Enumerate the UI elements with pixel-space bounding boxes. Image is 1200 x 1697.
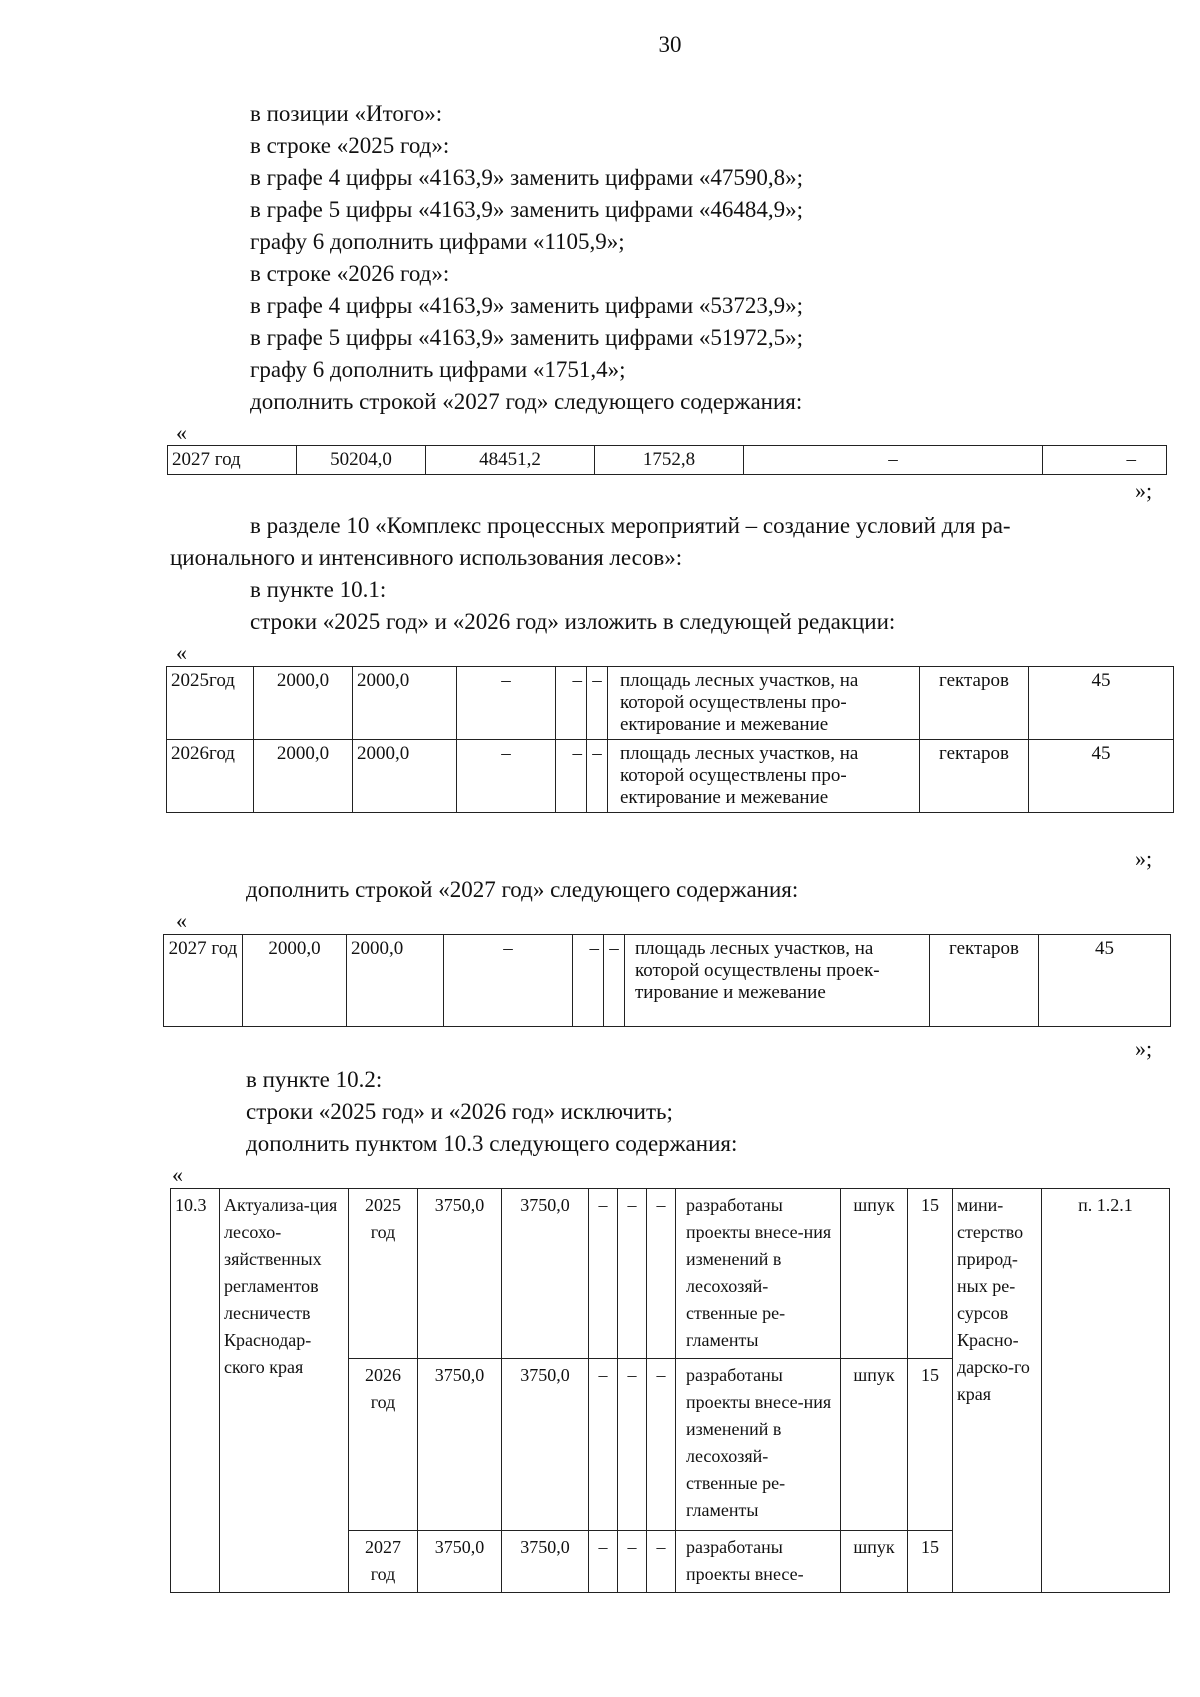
- indicator-cell: площадь лесных участков, на которой осуществлены проек-тирование и межевание: [625, 935, 930, 1027]
- dash-cell: –: [618, 1359, 647, 1531]
- table-row: [171, 1189, 1170, 1359]
- table-10-3: [170, 1188, 1170, 1593]
- value-cell: 2000,0: [347, 935, 444, 1027]
- table-row: [164, 935, 1171, 1027]
- dash-cell: –: [573, 935, 604, 1027]
- value-cell: 2000,0: [353, 740, 457, 813]
- open-quote: «: [176, 908, 187, 933]
- dash-cell: –: [618, 1189, 647, 1359]
- add-2027-paragraph: [246, 874, 798, 906]
- year-cell: 2026год: [167, 740, 254, 813]
- year-cell: 2027 год: [168, 446, 297, 475]
- dash-cell: –: [604, 935, 625, 1027]
- intro-line: графу 6 дополнить цифрами «1751,4»;: [250, 357, 626, 382]
- year-cell: 2027 год: [349, 1531, 418, 1593]
- value-cell: 3750,0: [502, 1531, 589, 1593]
- value-cell: 45: [1029, 667, 1174, 740]
- value-cell: 3750,0: [502, 1359, 589, 1531]
- value-cell: 2000,0: [254, 740, 353, 813]
- value-cell: 3750,0: [418, 1359, 502, 1531]
- dash-cell: –: [618, 1531, 647, 1593]
- intro-line: в графе 4 цифры «4163,9» заменить цифрами «53723,9»;: [250, 293, 804, 318]
- result-cell: разработаны проекты внесе-ния изменений в лесохозяй-ственные ре-гламенты: [676, 1189, 841, 1359]
- section10-paragraph: [170, 510, 1150, 638]
- total-cell: 50204,0: [297, 446, 426, 475]
- value-cell: 2000,0: [243, 935, 347, 1027]
- dash-cell: –: [647, 1531, 676, 1593]
- table-row: [168, 446, 1167, 475]
- reference-cell: п. 1.2.1: [1042, 1189, 1170, 1593]
- open-quote: «: [176, 420, 187, 445]
- responsible-cell: мини-стерство природ-ных ре-сурсов Красно-дарско-го края: [953, 1189, 1042, 1593]
- unit-cell: шпук: [841, 1189, 908, 1359]
- close-quote: »;: [1135, 478, 1153, 503]
- year-cell: 2025год: [167, 667, 254, 740]
- qty-cell: 15: [908, 1189, 953, 1359]
- federal-cell: 1752,8: [595, 446, 744, 475]
- text-line: в пункте 10.1:: [250, 577, 387, 602]
- dash-cell: –: [744, 446, 1043, 475]
- indicator-cell: площадь лесных участков, на которой осуществлены про-ектирование и межевание: [608, 740, 920, 813]
- value-cell: 3750,0: [502, 1189, 589, 1359]
- intro-line: в графе 5 цифры «4163,9» заменить цифрами «51972,5»;: [250, 325, 804, 350]
- year-cell: 2025 год: [349, 1189, 418, 1359]
- text-line: в пункте 10.2:: [246, 1067, 383, 1092]
- dash-cell: –: [647, 1189, 676, 1359]
- dash-cell: –: [1043, 446, 1167, 475]
- dash-cell: –: [587, 740, 608, 813]
- result-cell: разработаны проекты внесе-: [676, 1531, 841, 1593]
- close-quote: »;: [1135, 1036, 1153, 1061]
- value-cell: 45: [1039, 935, 1171, 1027]
- intro-line: графу 6 дополнить цифрами «1105,9»;: [250, 229, 625, 254]
- value-cell: 2000,0: [353, 667, 457, 740]
- table-row: [167, 740, 1174, 813]
- open-quote: «: [176, 640, 187, 665]
- item-name-cell: Актуализа-ция лесохо-зяйственных регламентов лесничеств Краснодар-ского края: [220, 1189, 349, 1593]
- close-quote: »;: [1135, 846, 1153, 871]
- dash-cell: –: [589, 1531, 618, 1593]
- table-10-1: [166, 666, 1174, 813]
- intro-paragraph: [250, 98, 803, 418]
- value-cell: 2000,0: [254, 667, 353, 740]
- text-line: ционального и интенсивного использования лесов»:: [170, 545, 683, 570]
- text-line: строки «2025 год» и «2026 год» изложить в следующей редакции:: [250, 609, 896, 634]
- open-quote: «: [172, 1162, 183, 1187]
- item-number-cell: 10.3: [171, 1189, 220, 1593]
- text-line: дополнить пунктом 10.3 следующего содержания:: [246, 1131, 738, 1156]
- value-cell: 45: [1029, 740, 1174, 813]
- dash-cell: –: [556, 667, 587, 740]
- value-cell: 3750,0: [418, 1531, 502, 1593]
- qty-cell: 15: [908, 1531, 953, 1593]
- table-2027-total: [167, 445, 1167, 475]
- indicator-cell: площадь лесных участков, на которой осуществлены про-ектирование и межевание: [608, 667, 920, 740]
- point-10-2-paragraph: [246, 1064, 737, 1160]
- dash-cell: –: [457, 667, 556, 740]
- unit-cell: шпук: [841, 1531, 908, 1593]
- dash-cell: –: [457, 740, 556, 813]
- unit-cell: гектаров: [920, 740, 1029, 813]
- value-cell: 3750,0: [418, 1189, 502, 1359]
- intro-line: в графе 5 цифры «4163,9» заменить цифрами «46484,9»;: [250, 197, 804, 222]
- text-line: в разделе 10 «Комплекс процессных мероприятий – создание условий для ра-: [250, 513, 1011, 538]
- year-cell: 2027 год: [164, 935, 243, 1027]
- dash-cell: –: [556, 740, 587, 813]
- table-10-1-2027: [163, 934, 1171, 1027]
- dash-cell: –: [444, 935, 573, 1027]
- text-line: дополнить строкой «2027 год» следующего содержания:: [246, 877, 799, 902]
- result-cell: разработаны проекты внесе-ния изменений в лесохозяй-ственные ре-гламенты: [676, 1359, 841, 1531]
- regional-cell: 48451,2: [426, 446, 595, 475]
- unit-cell: шпук: [841, 1359, 908, 1531]
- year-cell: 2026 год: [349, 1359, 418, 1531]
- page-number: 30: [658, 32, 682, 57]
- intro-line: в позиции «Итого»:: [250, 101, 443, 126]
- dash-cell: –: [589, 1359, 618, 1531]
- text-line: строки «2025 год» и «2026 год» исключить;: [246, 1099, 673, 1124]
- intro-line: в строке «2026 год»:: [250, 261, 450, 286]
- dash-cell: –: [647, 1359, 676, 1531]
- dash-cell: –: [587, 667, 608, 740]
- intro-line: в строке «2025 год»:: [250, 133, 450, 158]
- qty-cell: 15: [908, 1359, 953, 1531]
- unit-cell: гектаров: [920, 667, 1029, 740]
- dash-cell: –: [589, 1189, 618, 1359]
- intro-line: в графе 4 цифры «4163,9» заменить цифрами «47590,8»;: [250, 165, 804, 190]
- table-row: [167, 667, 1174, 740]
- intro-line: дополнить строкой «2027 год» следующего содержания:: [250, 389, 803, 414]
- unit-cell: гектаров: [930, 935, 1039, 1027]
